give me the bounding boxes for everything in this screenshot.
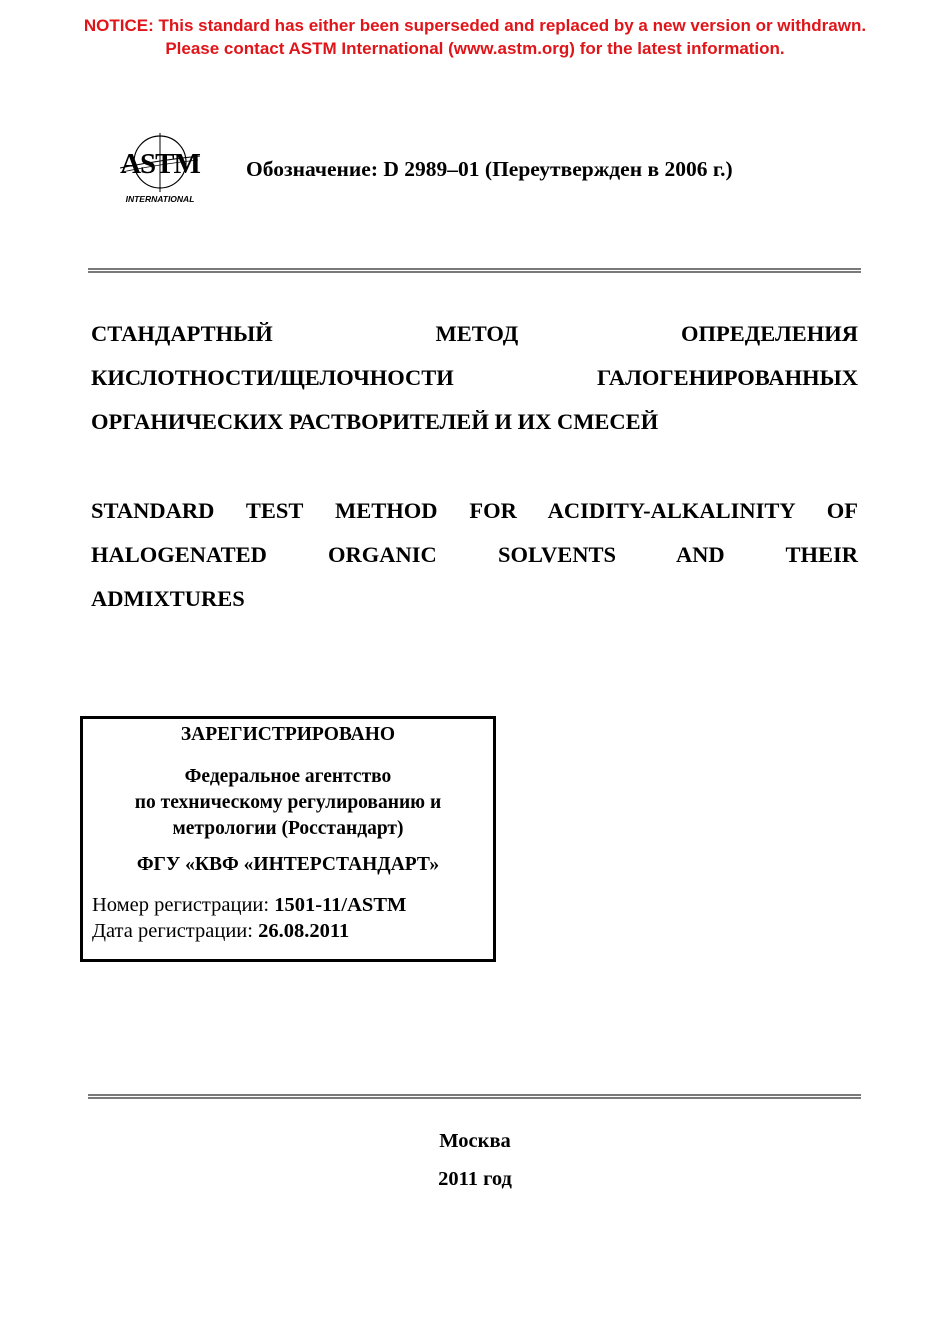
footer-city: Москва <box>439 1130 511 1152</box>
registration-agency <box>83 764 493 842</box>
title-russian <box>91 312 858 444</box>
title-ru-line-2: КИСЛОТНОСТИ/ЩЕЛОЧНОСТИ ГАЛОГЕНИРОВАННЫХ <box>91 365 858 390</box>
notice-line-2: Please contact ASTM International (www.astm.org) for the latest information. <box>165 39 785 58</box>
bottom-divider <box>88 1094 861 1099</box>
registration-stamp <box>80 716 496 962</box>
title-ru-line-1: СТАНДАРТНЫЙ МЕТОД ОПРЕДЕЛЕНИЯ <box>91 321 858 346</box>
registration-date-label: Дата регистрации: <box>92 920 253 942</box>
footer-year: 2011 год <box>438 1168 512 1190</box>
top-divider <box>88 268 861 273</box>
registration-date-row <box>92 920 349 943</box>
title-ru-line-3: ОРГАНИЧЕСКИХ РАСТВОРИТЕЛЕЙ И ИХ СМЕСЕЙ <box>91 409 659 434</box>
registration-organization: ФГУ «КВФ «ИНТЕРСТАНДАРТ» <box>136 854 440 875</box>
registration-number-row <box>92 894 406 917</box>
agency-line-1: Федеральное агентство <box>184 766 392 787</box>
registration-heading: ЗАРЕГИСТРИРОВАНО <box>180 724 396 745</box>
title-english <box>91 489 858 621</box>
title-en-line-2: HALOGENATED ORGANIC SOLVENTS AND THEIR <box>91 542 858 567</box>
notice-banner <box>0 14 950 60</box>
registration-number-label: Номер регистрации: <box>92 894 270 916</box>
agency-line-3: метрологии (Росстандарт) <box>172 818 404 839</box>
logo-text: ASTM <box>120 148 200 180</box>
title-en-line-1: STANDARD TEST METHOD FOR ACIDITY-ALKALINITY OF <box>91 498 858 523</box>
registration-number-value: 1501-11/ASTM <box>274 894 407 916</box>
title-en-line-3: ADMIXTURES <box>91 586 245 611</box>
agency-line-2: по техническому регулированию и <box>134 792 442 813</box>
designation: Обозначение: D 2989–01 (Переутвержден в 2006 г.) <box>246 157 733 181</box>
logo-subtext: INTERNATIONAL <box>125 194 195 204</box>
registration-date-value: 26.08.2011 <box>258 920 350 942</box>
astm-logo-icon <box>116 132 204 208</box>
notice-line-1: NOTICE: This standard has either been superseded and replaced by a new version or withdrawn. <box>83 16 867 35</box>
